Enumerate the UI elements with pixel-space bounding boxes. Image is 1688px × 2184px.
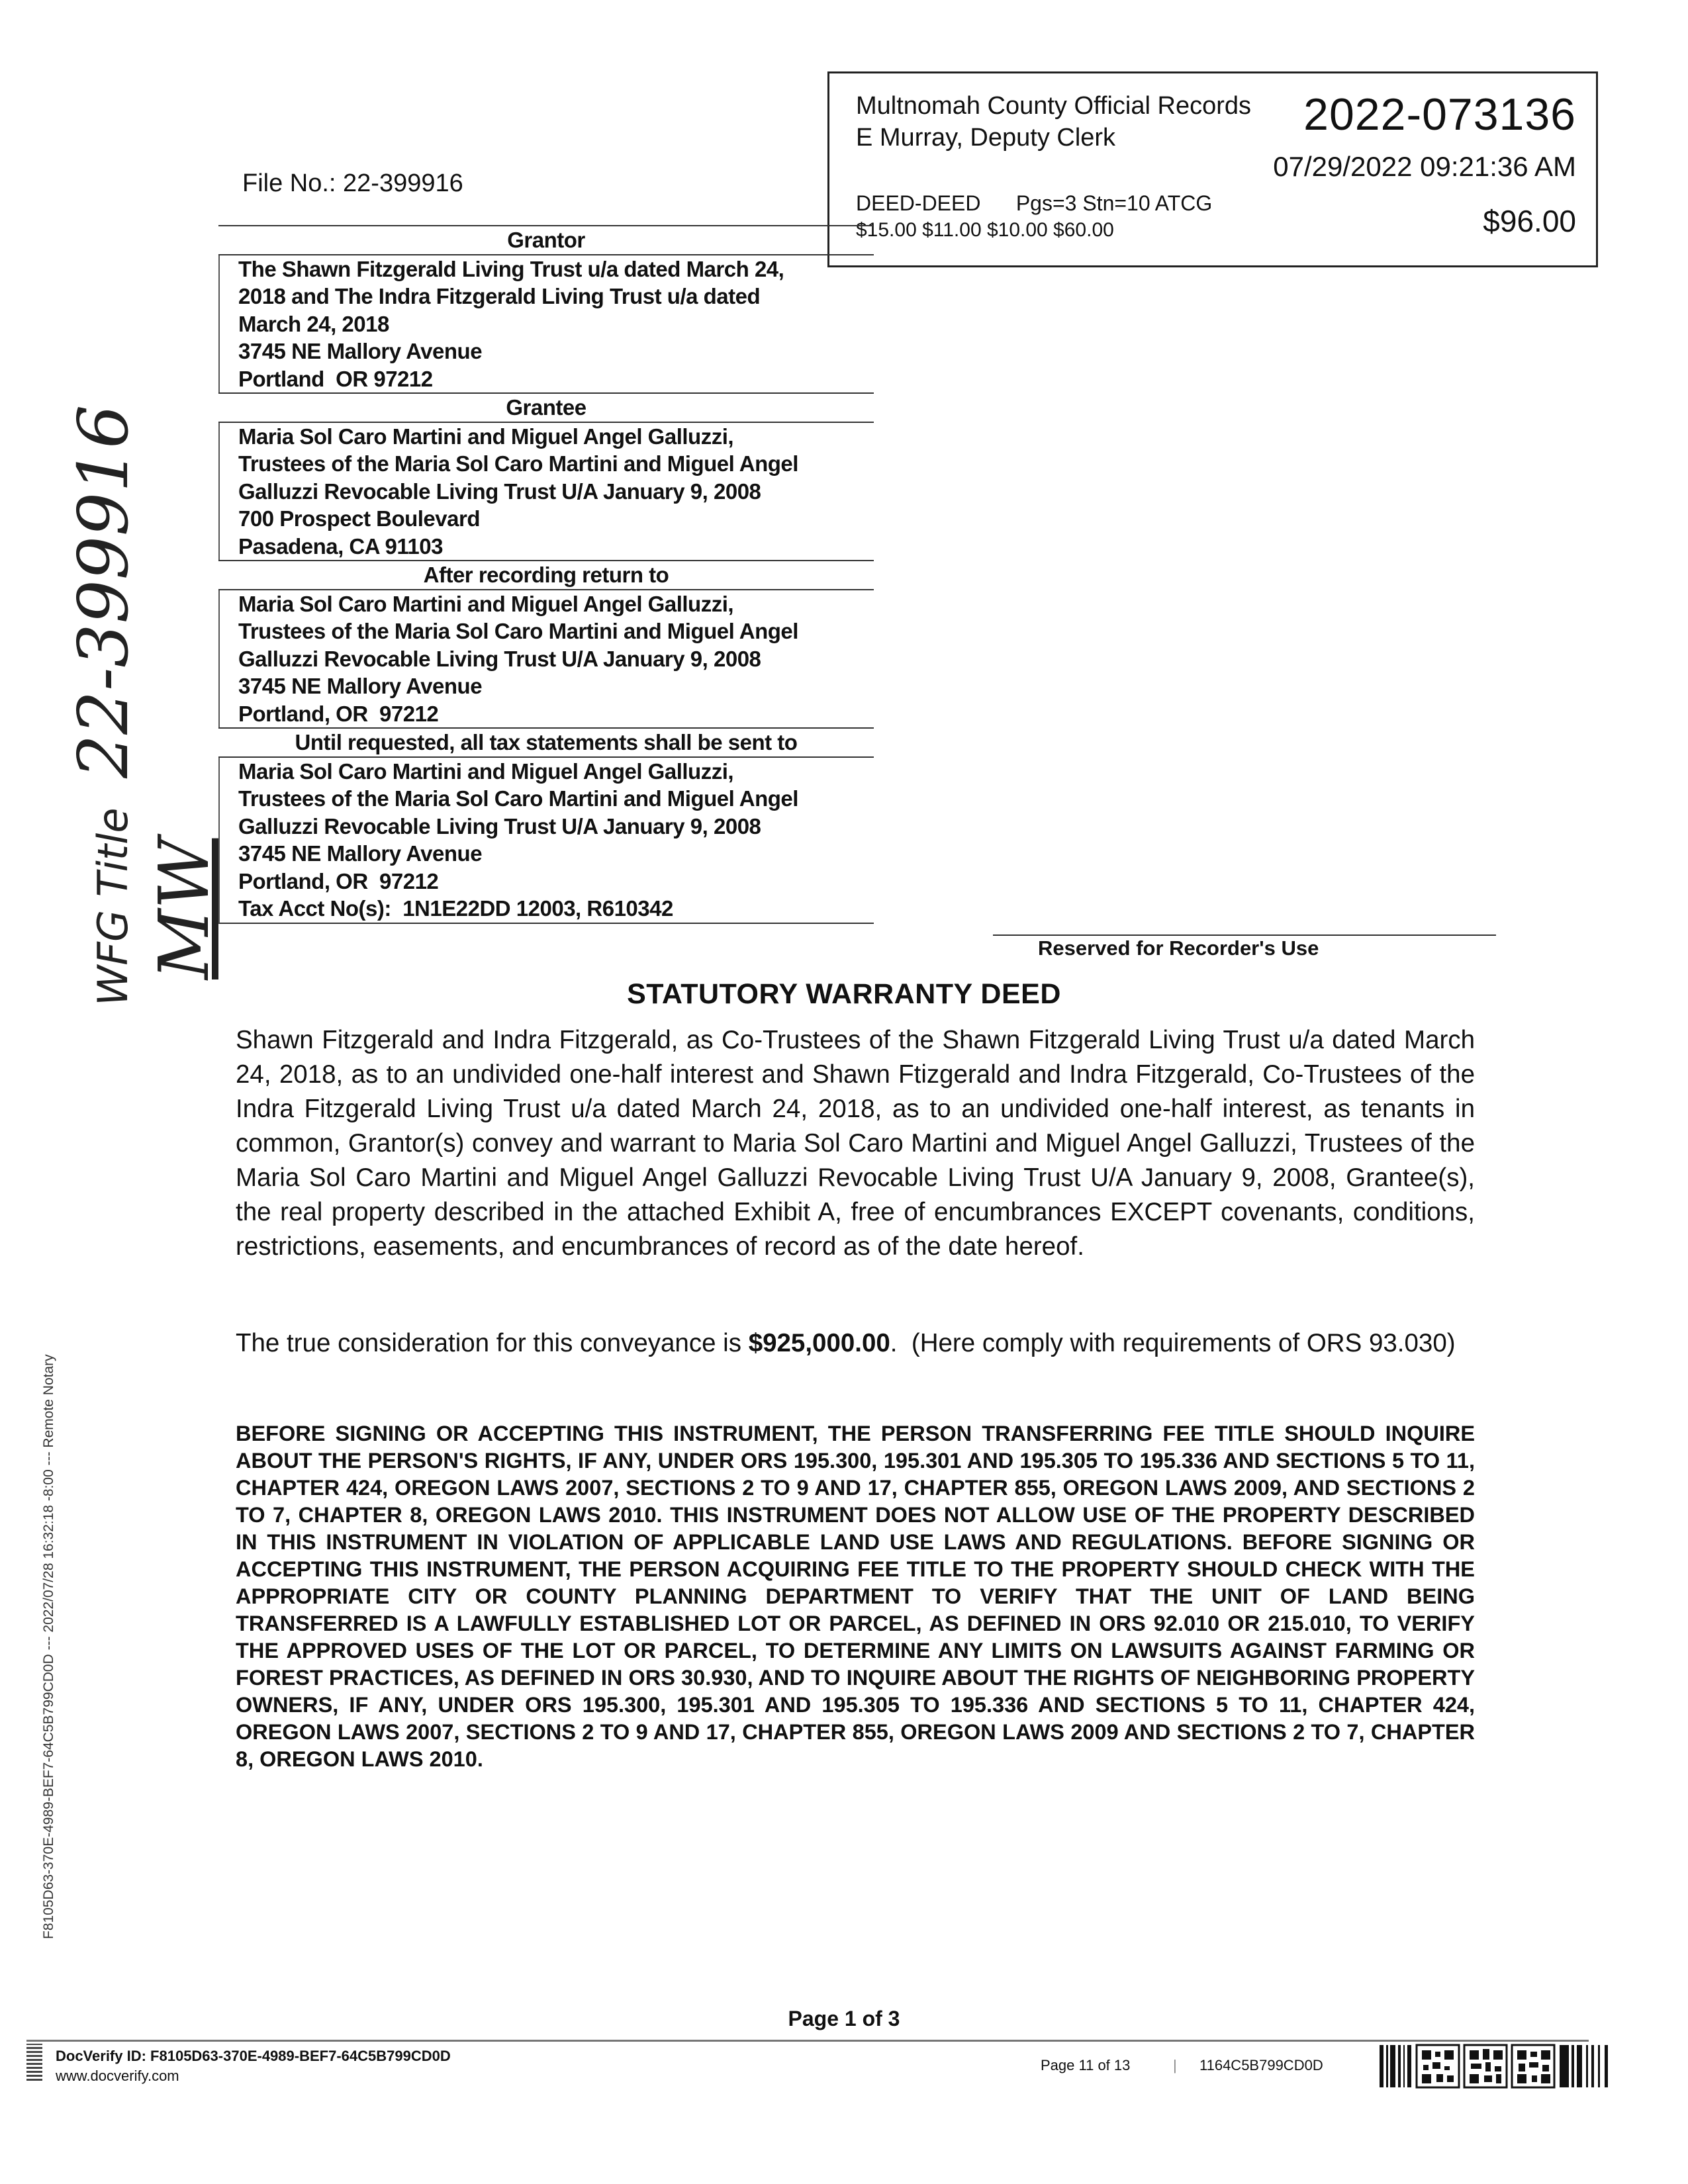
instrument-number: 2022-073136 xyxy=(1303,89,1576,140)
footer-separator: | xyxy=(1173,2057,1177,2073)
margin-initials: MW xyxy=(144,838,224,979)
recorded-datetime: 07/29/2022 09:21:36 AM xyxy=(1273,151,1576,182)
tax-line: Galluzzi Revocable Living Trust U/A January 9, 2008 xyxy=(238,813,761,839)
footer-divider xyxy=(26,2040,1589,2042)
grantee-heading: Grantee xyxy=(218,392,874,423)
return-to-line: Trustees of the Maria Sol Caro Martini and Miguel Angel xyxy=(238,619,798,643)
recorder-clerk: E Murray, Deputy Clerk xyxy=(856,124,1116,152)
grantee-line: Galluzzi Revocable Living Trust U/A January 9, 2008 xyxy=(238,478,761,504)
recorder-stamp-box xyxy=(827,71,1598,267)
return-to-section xyxy=(218,590,874,728)
reserved-for-recorder-label: Reserved for Recorder's Use xyxy=(1038,936,1319,960)
return-to-line: Maria Sol Caro Martini and Miguel Angel Galluzzi, xyxy=(238,591,734,616)
docverify-url: www.docverify.com xyxy=(56,2068,179,2084)
tax-line: Portland, OR 97212 xyxy=(238,868,439,893)
recorder-office: Multnomah County Official Records xyxy=(856,92,1251,120)
tax-line: Maria Sol Caro Martini and Miguel Angel Galluzzi, xyxy=(238,758,734,784)
grantor-heading: Grantor xyxy=(218,225,874,255)
return-to-line: Galluzzi Revocable Living Trust U/A January 9, 2008 xyxy=(238,646,761,671)
grantee-line: Maria Sol Caro Martini and Miguel Angel Galluzzi, xyxy=(238,424,734,449)
handwritten-margin-note xyxy=(63,278,224,1006)
return-to-line: 3745 NE Mallory Avenue xyxy=(238,674,483,698)
party-block xyxy=(218,225,874,924)
barcode-icon xyxy=(1380,2042,1613,2090)
docverify-logo-icon xyxy=(26,2044,42,2081)
docverify-id: DocVerify ID: F8105D63-370E-4989-BEF7-64C5B799CD0D xyxy=(56,2048,451,2064)
conveyance-paragraph: Shawn Fitzgerald and Indra Fitzgerald, as Co-Trustees of the Shawn Fitzgerald Living Trust u/a dated March 24, 2018, as to an undivided one-half interest and Shawn Ftizgerald and Indra Fitzgerald, Co-Trustees of the Indra Fitzgerald Living Trust u/a dated March 24, 2018, as to an undivided one-half interest, as tenants in common, Grantor(s) convey and warrant to Maria Sol Caro Martini and Miguel Angel Galluzzi, Trustees of the Maria Sol Caro Martini and Miguel Angel Galluzzi Revocable Living Trust U/A January 9, 2008, Grantee(s), the real property described in the attached Exhibit A, free of encumbrances EXCEPT covenants, conditions, restrictions, easements, and encumbrances of record as of the date hereof. xyxy=(236,1026,1475,1261)
grantor-line: 2018 and The Indra Fitzgerald Living Trust u/a dated xyxy=(238,284,761,308)
grantor-section xyxy=(218,255,874,393)
file-number: File No.: 22-399916 xyxy=(242,169,463,197)
tax-statements-heading: Until requested, all tax statements shall be sent to xyxy=(218,727,874,758)
tax-account-line: Tax Acct No(s): 1N1E22DD 12003, R610342 xyxy=(238,896,673,921)
return-to-line: Portland, OR 97212 xyxy=(238,701,439,726)
grantee-line: Pasadena, CA 91103 xyxy=(238,533,443,559)
statutory-notice: BEFORE SIGNING OR ACCEPTING THIS INSTRUMENT, THE PERSON TRANSFERRING FEE TITLE SHOULD INQUIRE ABOUT THE PERSON'S RIGHTS, IF ANY, UNDER ORS 195.300, 195.301 AND 195.305 TO 195.336 AND SECTIONS 5 TO 11, CHAPTER 424, OREGON LAWS 2007, SECTIONS 2 TO 9 AND 17, CHAPTER 855, OREGON LAWS 2009, AND SECTIONS 2 TO 7, CHAPTER 8, OREGON LAWS 2010. THIS INSTRUMENT DOES NOT ALLOW USE OF THE PROPERTY DESCRIBED IN THIS INSTRUMENT IN VIOLATION OF APPLICABLE LAND USE LAWS AND REGULATIONS. BEFORE SIGNING OR ACCEPTING THIS INSTRUMENT, THE PERSON ACQUIRING FEE TITLE TO THE PROPERTY SHOULD CHECK WITH THE APPROPRIATE CITY OR COUNTY PLANNING DEPARTMENT TO VERIFY THAT THE UNIT OF LAND BEING TRANSFERRED IS A LAWFULLY ESTABLISHED LOT OR PARCEL, AS DEFINED IN ORS 92.010 OR 215.010, TO VERIFY THE APPROVED USES OF THE LOT OR PARCEL, TO DETERMINE ANY LIMITS ON LAWSUITS AGAINST FARMING OR FOREST PRACTICES, AS DEFINED IN ORS 30.930, AND TO INQUIRE ABOUT THE RIGHTS OF NEIGHBORING PROPERTY OWNERS, IF ANY, UNDER ORS 195.300, 195.301 AND 195.305 TO 195.336 AND SECTIONS 5 TO 11, CHAPTER 424, OREGON LAWS 2007, SECTIONS 2 TO 9 AND 17, CHAPTER 855, OREGON LAWS 2009 AND SECTIONS 2 TO 7, CHAPTER 8, OREGON LAWS 2010. xyxy=(236,1422,1475,1771)
tax-statements-section xyxy=(218,758,874,924)
page-number: Page 1 of 3 xyxy=(788,2007,900,2030)
consideration-amount: $925,000.00 xyxy=(748,1329,890,1357)
grantee-line: 700 Prospect Boulevard xyxy=(238,506,480,531)
grantee-line: Trustees of the Maria Sol Caro Martini and Miguel Angel xyxy=(238,451,798,476)
grantor-line: Portland OR 97212 xyxy=(238,366,433,391)
doc-type-line: DEED-DEED Pgs=3 Stn=10 ATCG xyxy=(856,191,1213,215)
fees-line: $15.00 $11.00 $10.00 $60.00 xyxy=(856,219,1114,241)
consideration-paragraph xyxy=(236,1326,1475,1361)
docverify-page: Page 11 of 13 xyxy=(1041,2057,1131,2073)
tax-line: 3745 NE Mallory Avenue xyxy=(238,841,483,866)
margin-file-number: 22-399916 xyxy=(63,404,144,779)
grantor-line: The Shawn Fitzgerald Living Trust u/a dated March 24, xyxy=(238,256,784,281)
consideration-text: The true consideration for this conveyance is xyxy=(236,1329,749,1357)
total-fee: $96.00 xyxy=(1483,204,1576,238)
docverify-short-code: 1164C5B799CD0D xyxy=(1199,2057,1323,2073)
margin-company: WFG Title xyxy=(89,807,137,1006)
return-to-heading: After recording return to xyxy=(218,560,874,590)
tax-line: Trustees of the Maria Sol Caro Martini and Miguel Angel xyxy=(238,786,798,811)
fax-margin-stamp: F8105D63-370E-4989-BEF7-64C5B799CD0D --- 2022/07/28 16:32:18 -8:00 --- Remote Notary xyxy=(41,1354,56,1939)
grantor-line: 3745 NE Mallory Avenue xyxy=(238,339,483,363)
grantor-line: March 24, 2018 xyxy=(238,311,389,336)
grantee-section xyxy=(218,423,874,561)
document-title: STATUTORY WARRANTY DEED xyxy=(627,978,1061,1010)
consideration-ors: . (Here comply with requirements of ORS 93.030) xyxy=(890,1329,1456,1357)
